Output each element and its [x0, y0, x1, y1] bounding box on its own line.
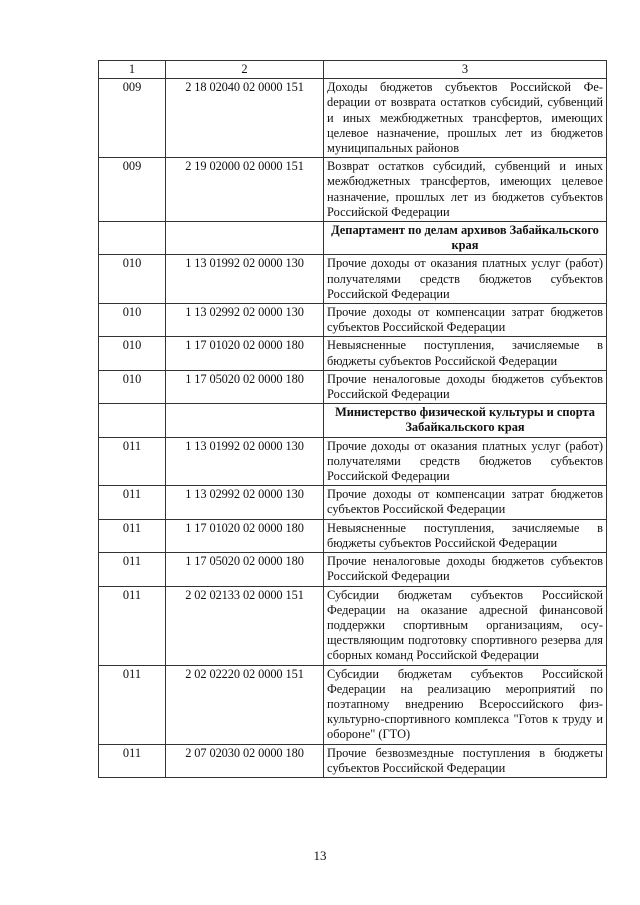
description-cell: Невыясненные поступления, зачисляемые в бюджеты субъектов Российской Федерации — [324, 337, 607, 370]
revenue-code-cell: 1 17 01020 02 0000 180 — [166, 337, 324, 370]
revenue-code-cell: 1 13 01992 02 0000 130 — [166, 437, 324, 486]
admin-code-cell: 011 — [99, 665, 166, 744]
revenue-code-cell: 1 17 05020 02 0000 180 — [166, 553, 324, 586]
description-cell: Субсидии бюджетам субъектов Российской Федерации на оказание адресной финансовой поддержки спортивным организациям, осуществляющим подготовку спортивного резерва для сборных команд Российской Федерации — [324, 586, 607, 665]
revenue-code-cell: 1 17 05020 02 0000 180 — [166, 370, 324, 403]
empty-cell — [99, 222, 166, 255]
admin-code-cell: 010 — [99, 304, 166, 337]
description-cell: Невыясненные поступления, зачисляемые в бюджеты субъектов Российской Федерации — [324, 519, 607, 552]
revenue-code-cell: 2 02 02133 02 0000 151 — [166, 586, 324, 665]
description-cell: Прочие неналоговые доходы бюджетов субъектов Российской Федерации — [324, 370, 607, 403]
revenue-code-cell: 1 13 02992 02 0000 130 — [166, 486, 324, 519]
empty-cell — [166, 222, 324, 255]
department-title: Департамент по делам архивов Забайкальского края — [324, 222, 607, 255]
admin-code-cell: 009 — [99, 79, 166, 158]
header-col-2: 2 — [166, 61, 324, 79]
admin-code-cell: 010 — [99, 370, 166, 403]
description-cell: Субсидии бюджетам субъектов Российской Федерации на реализацию мероприятий по поэтапному внедрению Всероссийского физкультурно-спортивного комплекса "Готов к труду и обороне" (ГТО) — [324, 665, 607, 744]
revenue-code-cell: 2 18 02040 02 0000 151 — [166, 79, 324, 158]
table-row — [99, 519, 607, 552]
table-row — [99, 255, 607, 304]
admin-code-cell: 011 — [99, 744, 166, 777]
revenue-code-cell: 1 17 01020 02 0000 180 — [166, 519, 324, 552]
admin-code-cell: 011 — [99, 437, 166, 486]
header-col-3: 3 — [324, 61, 607, 79]
table-row — [99, 553, 607, 586]
revenue-code-cell: 2 07 02030 02 0000 180 — [166, 744, 324, 777]
table-row — [99, 486, 607, 519]
department-row — [99, 404, 607, 437]
table-row — [99, 665, 607, 744]
description-cell: Прочие безвозмездные поступления в бюджеты субъектов Российской Федерации — [324, 744, 607, 777]
description-cell: Возврат остатков субсидий, субвенций и иных межбюджетных трансфертов, имеющих целевое назначение, прошлых лет из бюджетов субъектов Российской Федерации — [324, 158, 607, 222]
table-row — [99, 744, 607, 777]
description-cell: Прочие неналоговые доходы бюджетов субъектов Российской Федерации — [324, 553, 607, 586]
revenue-code-cell: 1 13 02992 02 0000 130 — [166, 304, 324, 337]
description-cell: Прочие доходы от компенсации затрат бюджетов субъектов Российской Федерации — [324, 304, 607, 337]
department-title: Министерство физической культуры и спорта Забайкальского края — [324, 404, 607, 437]
admin-code-cell: 010 — [99, 255, 166, 304]
description-cell: Прочие доходы от оказания платных услуг (работ) получателями средств бюджетов субъектов Российской Федерации — [324, 255, 607, 304]
page-number: 13 — [313, 848, 327, 863]
admin-code-cell: 011 — [99, 486, 166, 519]
description-cell: Прочие доходы от компенсации затрат бюджетов субъектов Российской Федерации — [324, 486, 607, 519]
table-row — [99, 437, 607, 486]
description-cell: Доходы бюджетов субъектов Российской Феdерации от возврата остатков субсидий, субвенций и иных межбюджетных трансфертов, имеющих целевое назначение, прошлых лет из бюджетов муниципальных районов — [324, 79, 607, 158]
empty-cell — [99, 404, 166, 437]
revenue-code-cell: 2 02 02220 02 0000 151 — [166, 665, 324, 744]
table-row — [99, 158, 607, 222]
table-row — [99, 586, 607, 665]
table-header-row — [99, 61, 607, 79]
revenue-code-cell: 2 19 02000 02 0000 151 — [166, 158, 324, 222]
description-cell: Прочие доходы от оказания платных услуг (работ) получателями средств бюджетов субъектов Российской Федерации — [324, 437, 607, 486]
admin-code-cell: 009 — [99, 158, 166, 222]
admin-code-cell: 011 — [99, 519, 166, 552]
table-row — [99, 304, 607, 337]
admin-code-cell: 010 — [99, 337, 166, 370]
budget-code-table — [98, 60, 607, 778]
department-row — [99, 222, 607, 255]
table-row — [99, 370, 607, 403]
admin-code-cell: 011 — [99, 586, 166, 665]
table-row — [99, 337, 607, 370]
header-col-1: 1 — [99, 61, 166, 79]
table-body — [99, 61, 607, 778]
revenue-code-cell: 1 13 01992 02 0000 130 — [166, 255, 324, 304]
empty-cell — [166, 404, 324, 437]
admin-code-cell: 011 — [99, 553, 166, 586]
table-row — [99, 79, 607, 158]
